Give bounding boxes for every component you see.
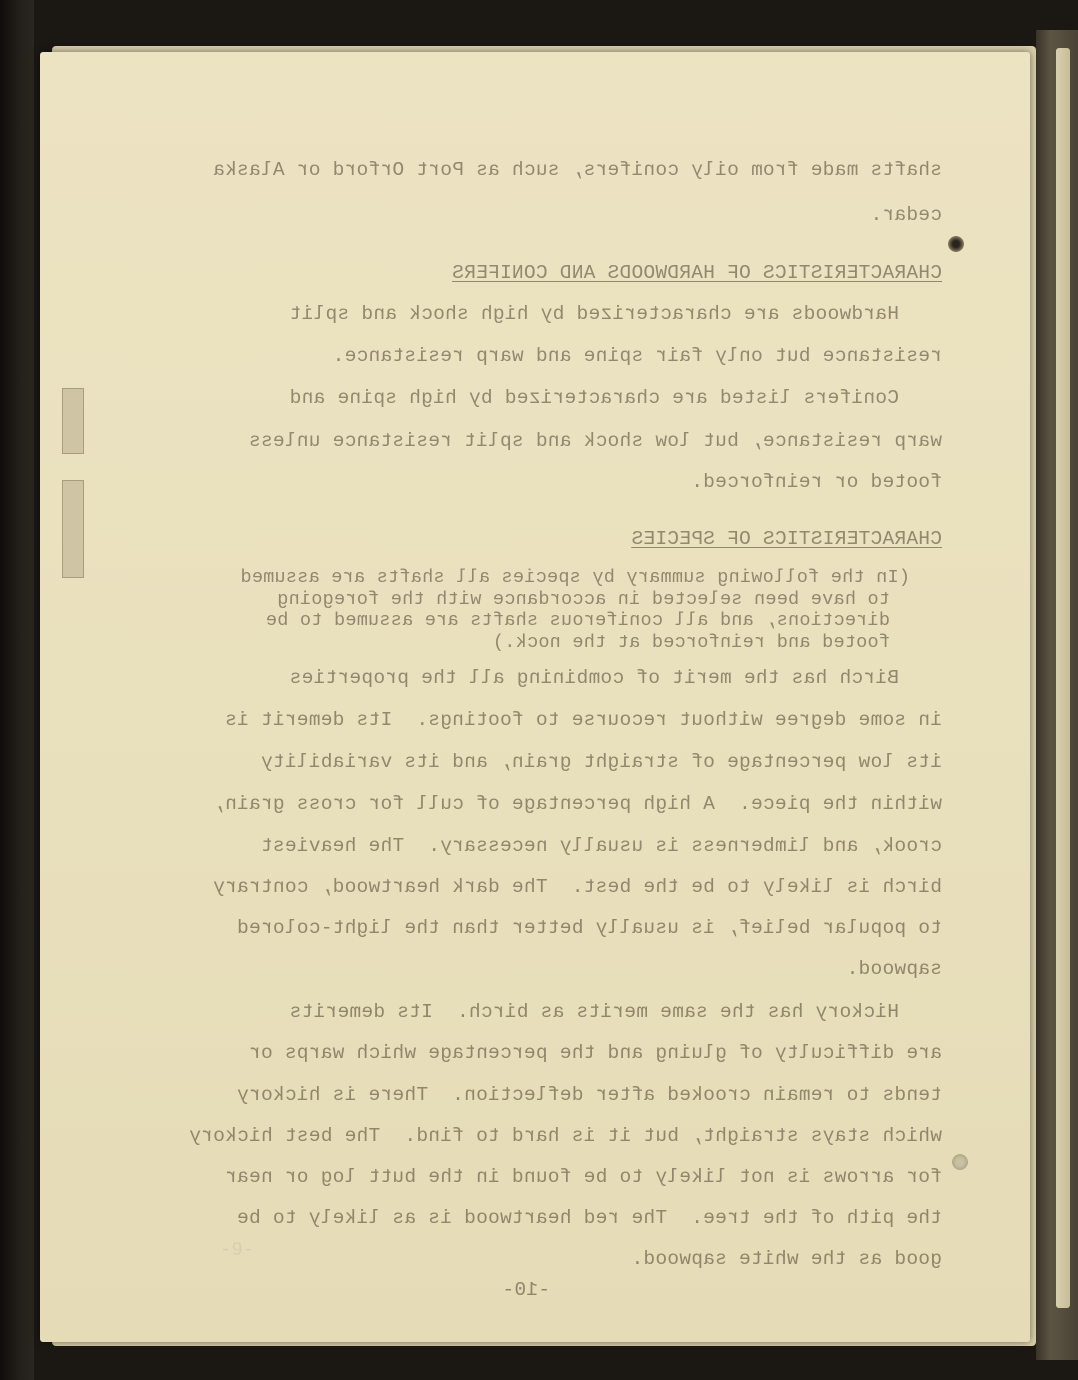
section-heading: CHARACTERISTICS OF SPECIES xyxy=(631,528,942,550)
text-line: (In the following summary by species all shafts are assumed xyxy=(240,567,910,588)
book-cover-edge xyxy=(1036,30,1078,1360)
text-line: within the piece. A high percentage of cull for cross grain, xyxy=(212,793,942,815)
text-line: tends to remain crooked after deflection. There is hickory xyxy=(236,1084,942,1106)
text-line: Conifers listed are characterized by high spine and xyxy=(289,387,899,409)
text-line: Hickory has the same merits as birch. Its demerits xyxy=(289,1001,899,1023)
text-line: Hardwoods are characterized by high shock and split xyxy=(289,303,899,325)
text-line: to have been selected in accordance with the foregoing xyxy=(277,589,890,610)
page-number: -10- xyxy=(502,1279,550,1301)
bleed-page-number: -9- xyxy=(220,1239,255,1261)
section-heading: CHARACTERISTICS OF HARDWOODS AND CONIFERS xyxy=(451,262,942,284)
text-line: shafts made from oily conifers, such as Port Orford or Alaska xyxy=(212,159,942,181)
mirrored-typed-text xyxy=(40,52,1030,1342)
text-line: are difficulty of gluing and the percentage which warps or xyxy=(248,1042,942,1064)
text-line: footed and reinforced at the nock.) xyxy=(492,632,890,653)
text-line: good as the white sapwood. xyxy=(631,1248,942,1270)
text-line: in some degree without recourse to footings. Its demerit is xyxy=(224,709,942,731)
text-line: footed or reinforced. xyxy=(691,471,942,493)
text-line: resistance but only fair spine and warp resistance. xyxy=(332,345,942,367)
page-stack-edge xyxy=(1056,48,1070,1308)
text-line: directions, and all coniferous shafts are assumed to be xyxy=(265,610,890,631)
text-line: which stays straight, but it is hard to find. The best hickory xyxy=(189,1125,942,1147)
text-line: the pith of the tree. The red heartwood is as likely to be xyxy=(236,1207,942,1229)
text-line: Birch has the merit of combining all the properties xyxy=(289,667,899,689)
document-page xyxy=(40,52,1030,1342)
text-line: warp resistance, but low shock and split resistance unless xyxy=(248,430,942,452)
text-line: crook, and limberness is usually necessary. The heaviest xyxy=(260,835,942,857)
text-line: cedar. xyxy=(870,204,942,226)
text-line: to popular belief, is usually better than the light-colored xyxy=(236,917,942,939)
text-line: its low percentage of straight grain, and its variability xyxy=(260,751,942,773)
text-line: for arrows is not likely to be found in the butt log or near xyxy=(224,1166,942,1188)
text-line: birch is likely to be the best. The dark heartwood, contrary xyxy=(212,876,942,898)
book-binding xyxy=(0,0,34,1380)
text-line: sapwood. xyxy=(846,958,942,980)
